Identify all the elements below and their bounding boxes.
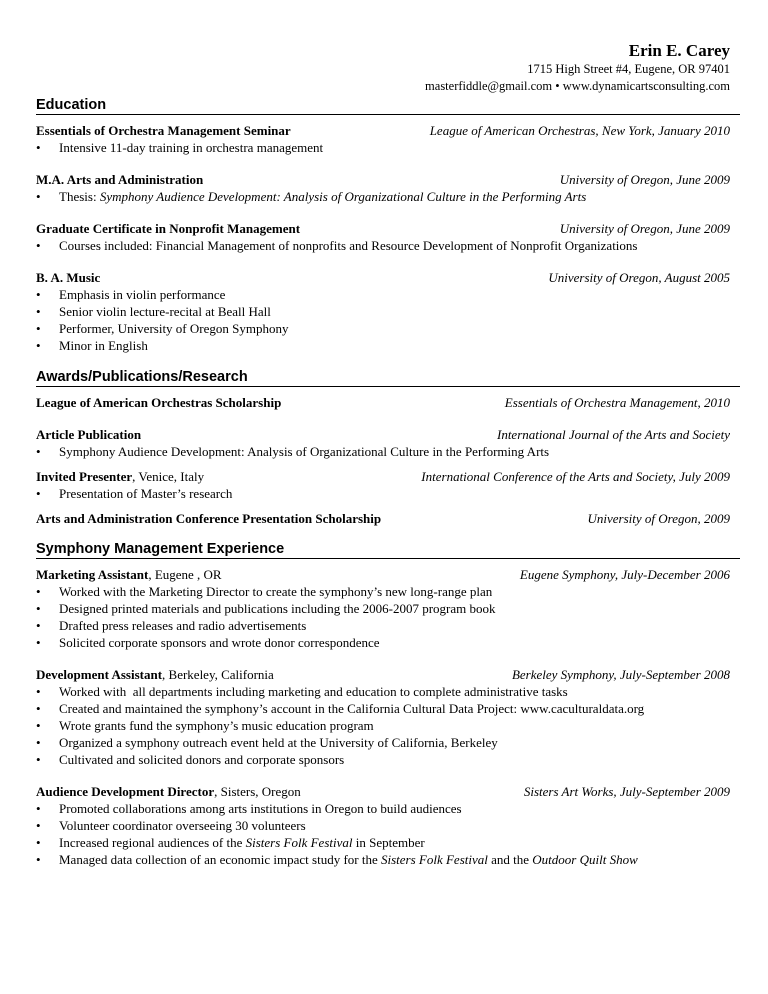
bullet-item: • Promoted collaborations among arts institutions in Oregon to build audiences — [36, 800, 740, 817]
entry-institution-date: Essentials of Orchestra Management, 2010 — [504, 395, 730, 410]
bullet-item: • Created and maintained the symphony’s account in the California Cultural Data Project: www.caculturaldata.org — [36, 700, 740, 717]
experience-heading: Symphony Management Experience — [36, 541, 740, 559]
bullet-item: • Wrote grants fund the symphony’s music education program — [36, 717, 740, 734]
bullet-item — [36, 851, 740, 868]
bullet-item: • Emphasis in violin performance — [36, 286, 740, 303]
entry-institution-date: University of Oregon, August 2005 — [548, 270, 730, 285]
entry-title: Invited Presenter — [36, 469, 133, 484]
awards-heading: Awards/Publications/Research — [36, 369, 740, 387]
bullet-item — [36, 834, 740, 851]
bullet-item: • Worked with all departments including marketing and education to complete administrative tasks — [36, 683, 740, 700]
bullet-item: • Drafted press releases and radio advertisements — [36, 617, 740, 634]
quilt-show-name: Outdoor Quilt Show — [532, 852, 638, 867]
festival-name: Sisters Folk Festival — [245, 835, 353, 850]
bullet-item: • Organized a symphony outreach event held at the University of California, Berkeley — [36, 734, 740, 751]
education-entry — [36, 220, 740, 254]
resume-header — [36, 40, 740, 95]
entry-institution-date: Sisters Art Works, July-September 2009 — [523, 784, 730, 799]
education-heading: Education — [36, 97, 740, 115]
entry-title: Audience Development Director — [36, 784, 215, 799]
bullet-item — [36, 188, 740, 205]
bullet-item: • Worked with the Marketing Director to create the symphony’s new long-range plan — [36, 583, 740, 600]
bullet-item: • Minor in English — [36, 337, 740, 354]
bullet-text: and the — [487, 852, 533, 867]
bullet-text: in September — [352, 835, 425, 850]
entry-title: Arts and Administration Conference Presentation Scholarship — [36, 511, 382, 526]
award-entry — [36, 468, 740, 502]
bullet-item: • Symphony Audience Development: Analysis of Organizational Culture in the Performing Arts — [36, 443, 740, 460]
entry-title: Essentials of Orchestra Management Seminar — [36, 123, 291, 138]
bullet-item: • Presentation of Master’s research — [36, 485, 740, 502]
bullet-item: • Intensive 11-day training in orchestra management — [36, 139, 740, 156]
bullet-item: • Designed printed materials and publications including the 2006-2007 program book — [36, 600, 740, 617]
thesis-label: Thesis: — [59, 189, 100, 204]
address: 1715 High Street #4, Eugene, OR 97401 — [527, 62, 730, 76]
entry-institution-date: University of Oregon, June 2009 — [559, 172, 730, 187]
education-entry — [36, 122, 740, 156]
award-entry — [36, 426, 740, 460]
applicant-name: Erin E. Carey — [628, 41, 730, 60]
bullet-item: • Performer, University of Oregon Symphony — [36, 320, 740, 337]
education-entry — [36, 171, 740, 205]
entry-institution-date: University of Oregon, June 2009 — [559, 221, 730, 236]
entry-location: , Eugene , OR — [148, 567, 222, 582]
entry-title: Marketing Assistant — [36, 567, 149, 582]
education-entry — [36, 269, 740, 354]
thesis-title: Symphony Audience Development: Analysis of Organizational Culture in the Performing Arts — [99, 189, 587, 204]
festival-name: Sisters Folk Festival — [381, 852, 488, 867]
entry-title: Article Publication — [36, 427, 142, 442]
resume-page — [36, 40, 740, 868]
entry-institution-date: International Conference of the Arts and Society, July 2009 — [421, 469, 730, 484]
bullet-text: Managed data collection of an economic impact study for the — [59, 852, 381, 867]
entry-institution-date: League of American Orchestras, New York, January 2010 — [429, 123, 730, 138]
award-entry — [36, 510, 740, 527]
award-entry — [36, 394, 740, 411]
entry-institution-date: University of Oregon, 2009 — [587, 511, 730, 526]
experience-entry — [36, 783, 740, 868]
entry-location: , Sisters, Oregon — [214, 784, 301, 799]
bullet-text: Increased regional audiences of the — [59, 835, 246, 850]
entry-title: Graduate Certificate in Nonprofit Management — [36, 221, 301, 236]
bullet-item: • Solicited corporate sponsors and wrote donor correspondence — [36, 634, 740, 651]
experience-entry — [36, 666, 740, 768]
entry-institution-date: Eugene Symphony, July-December 2006 — [519, 567, 730, 582]
bullet-item: • Courses included: Financial Management of nonprofits and Resource Development of Nonprofit Organizations — [36, 237, 740, 254]
entry-title: B. A. Music — [36, 270, 101, 285]
entry-title: Development Assistant — [36, 667, 163, 682]
experience-entry — [36, 566, 740, 651]
bullet-item: • Cultivated and solicited donors and corporate sponsors — [36, 751, 740, 768]
entry-institution-date: Berkeley Symphony, July-September 2008 — [511, 667, 730, 682]
entry-institution-date: International Journal of the Arts and Society — [496, 427, 730, 442]
bullet-item: • Senior violin lecture-recital at Beall Hall — [36, 303, 740, 320]
contact-line: masterfiddle@gmail.com • www.dynamicartsconsulting.com — [425, 79, 730, 93]
entry-location: , Berkeley, California — [162, 667, 274, 682]
entry-location: , Venice, Italy — [132, 469, 205, 484]
bullet-item: • Volunteer coordinator overseeing 30 volunteers — [36, 817, 740, 834]
entry-title: M.A. Arts and Administration — [36, 172, 204, 187]
entry-title: League of American Orchestras Scholarship — [36, 395, 282, 410]
